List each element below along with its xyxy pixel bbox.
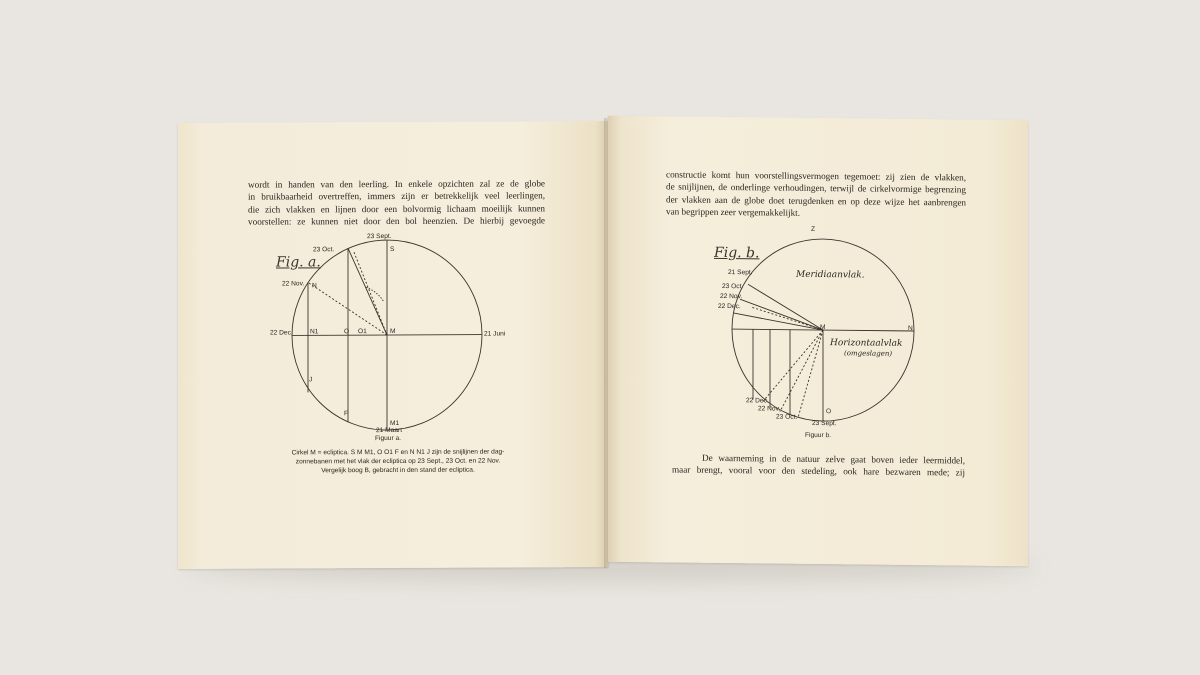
caption-line-3: Vergelijk boog B, gebracht in den stand der ecliptica.	[321, 466, 475, 475]
label-F: F	[344, 410, 349, 418]
caption-line-2: zonnebanen met het vlak der ecliptica op 23 Sept., 23 Oct. en 22 Nov.	[295, 457, 501, 466]
chord-line	[354, 252, 387, 335]
left-line-2: in bruikbaarheid overtreffen, immers zijn er betrekkelijk veel leerlingen,	[248, 190, 545, 203]
figure-b-caption: Figuur b.	[804, 431, 832, 440]
left-page	[178, 121, 608, 569]
dec-line	[732, 329, 823, 330]
figure-a-diagram	[266, 232, 496, 438]
label-oct-right: 23 Oct.	[722, 282, 744, 291]
horizon-label: Horizontaalvlak	[830, 338, 903, 349]
diag-2	[780, 330, 823, 412]
figure-b-title: Fig. b.	[714, 244, 760, 262]
right-bottom-line-1: De waarneming in de natuur zelve gaat boven ieder leermiddel,	[702, 452, 965, 466]
ray-2	[740, 299, 823, 330]
figure-a-title: Fig. a.	[276, 254, 321, 271]
figure-a-explanation	[248, 447, 548, 475]
label-nov-bottom: 22 Nov.	[758, 405, 781, 413]
label-Z: Z	[811, 225, 816, 233]
diag-3	[798, 330, 823, 418]
label-sept: 23 Sept.	[367, 233, 392, 241]
left-line-3: die zich vlakken en lijnen door een bolvormig lichaam moeilijk kunnen	[248, 203, 545, 215]
label-N: N	[312, 282, 317, 290]
label-N1: N1	[310, 328, 319, 336]
meridian-label: Meridiaanvlak.	[796, 269, 865, 281]
label-dec-right: 22 Dec.	[718, 302, 741, 311]
radius-oct	[348, 248, 387, 335]
right-page-bottom-text	[672, 451, 965, 479]
right-line-3: der vlakken aan de globe doet terugdenken en op deze wijze het aanbrengen	[666, 194, 966, 208]
label-O1: O1	[358, 328, 367, 336]
left-line-1: wordt in handen van den leerling. In enkele opzichten zal ze de globe	[248, 178, 545, 190]
label-S: S	[390, 245, 395, 254]
label-sept-right: 21 Sept.	[728, 269, 753, 277]
left-page-text	[248, 177, 545, 228]
label-O: O	[344, 328, 350, 336]
label-sept-bottom: 23 Sept.	[812, 419, 837, 428]
horizon-sublabel: (omgeslagen)	[844, 349, 893, 358]
right-line-4: van begrippen zeer vergemakkelijkt.	[666, 206, 801, 219]
right-line-1: constructie komt hun voorstellingsvermogen tegemoet: zij zien de vlakken,	[666, 169, 966, 183]
label-M: M	[390, 327, 396, 336]
label-O-right: O	[826, 408, 832, 416]
horizon-line	[823, 330, 914, 331]
label-M-right: M	[820, 324, 826, 332]
label-nov-right: 22 Nov.	[720, 292, 743, 301]
label-oct-bottom: 23 Oct.	[776, 413, 798, 421]
diag-1	[763, 329, 823, 402]
left-line-4: voorstellen: ze kunnen niet door den bol heenzien. De hierbij gevoegde	[248, 215, 545, 227]
label-oct: 23 Oct.	[313, 246, 335, 254]
label-nov: 22 Nov.	[282, 280, 305, 288]
figure-a-caption: Figuur a.	[374, 434, 402, 443]
label-N-right: N	[908, 324, 913, 332]
right-page	[608, 116, 1028, 566]
right-page-text	[666, 168, 966, 221]
label-dec: 22 Dec.	[270, 329, 293, 337]
label-J: J	[309, 376, 313, 384]
right-line-2: de snijlijnen, de onderlinge verhoudingen, terwijl de cirkelvormige begrenzing	[666, 181, 966, 195]
label-maart: 21 Maart	[376, 426, 403, 435]
label-dec-bottom: 22 Dec.	[746, 397, 769, 405]
label-june: 21 Juni	[484, 330, 506, 338]
caption-line-1: Cirkel M = ecliptica. S M M1, O O1 F en N N1 J zijn de snijlijnen der dag-	[291, 448, 505, 457]
right-bottom-line-2: maar brengt, vooral voor den stedeling, ook hare bezwaren mede; zij	[672, 464, 965, 478]
label-M1: M1	[390, 419, 400, 428]
